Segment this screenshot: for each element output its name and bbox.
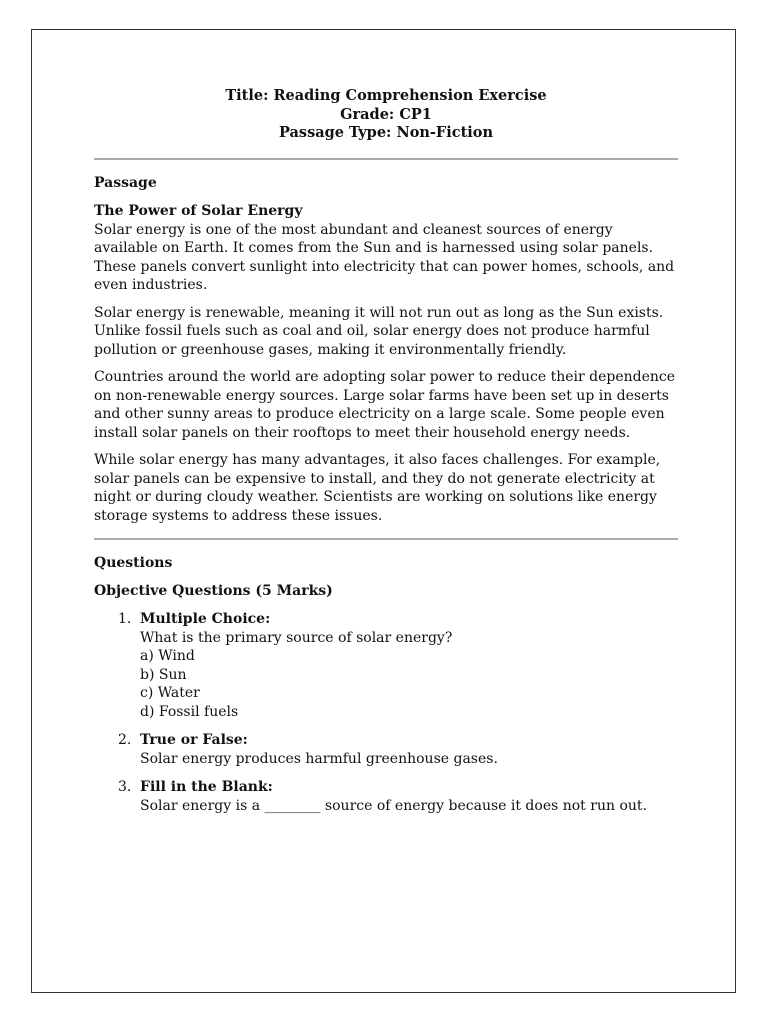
answer-option: a) Wind [140,648,195,664]
question-prompt: Solar energy produces harmful greenhouse gases. [140,750,498,767]
question-list [94,610,678,815]
passage-paragraph: Solar energy is renewable, meaning it will not run out as long as the Sun exists. Unlike fossil fuels such as coal and oil, solar energy does not produce harmful pollution or greenhouse gases, making it environmentally friendly. [94,304,664,358]
question-type-label: Fill in the Blank: [140,779,273,795]
answer-option: b) Sun [140,666,187,683]
answer-option: c) Water [140,685,200,701]
question-item [94,731,678,768]
question-number: 3. [118,779,132,795]
passage-paragraph: Countries around the world are adopting solar power to reduce their dependence on non-renewable energy sources. Large solar farms have been set up in deserts and other sunny areas to produce electricity on a large scale. Some people even install solar panels on their rooftops to meet their household energy needs. [94,369,676,441]
passage-type-label: Passage Type: Non-Fiction [279,124,493,141]
passage-label: Passage [94,174,157,191]
passage-divider [94,538,678,540]
question-type-label: True or False: [140,732,248,748]
question-number: 1. [118,611,132,627]
document-title: Title: Reading Comprehension Exercise [225,87,547,104]
passage-title: The Power of Solar Energy [94,203,303,219]
question-prompt: What is the primary source of solar energy? [140,629,453,646]
document-page [31,29,736,993]
question-prompt: Solar energy is a ________ source of energy because it does not run out. [140,797,647,814]
header-divider [94,158,678,160]
question-item [94,778,678,815]
grade-label: Grade: CP1 [340,105,432,123]
passage-paragraph: While solar energy has many advantages, it also faces challenges. For example, solar panels can be expensive to install, and they do not generate electricity at night or during cloudy weather. Scientists are working on solutions like energy storage systems to address these issues. [94,452,661,524]
document-content [94,87,678,815]
question-number: 2. [118,732,132,748]
objective-questions-title: Objective Questions (5 Marks) [94,582,333,599]
answer-option: d) Fossil fuels [140,703,239,720]
question-item [94,610,678,721]
passage-paragraph: Solar energy is one of the most abundant and cleanest sources of energy available on Earth. It comes from the Sun and is harnessed using solar panels. These panels convert sunlight into electricity that can power homes, schools, and even industries. [94,221,675,293]
document-header [94,87,678,143]
questions-label: Questions [94,555,173,571]
question-type-label: Multiple Choice: [140,611,271,627]
